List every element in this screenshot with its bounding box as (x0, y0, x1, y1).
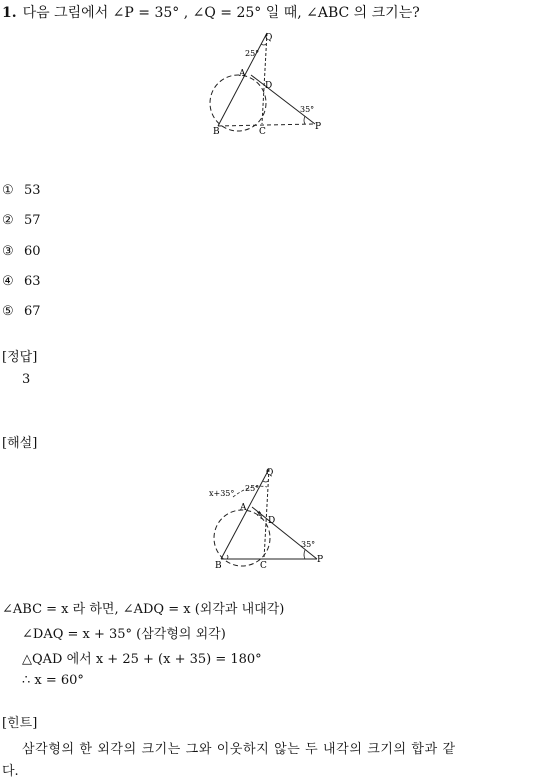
label-B: B (215, 561, 222, 571)
choice-value: 60 (24, 244, 41, 259)
line-AP (252, 507, 317, 559)
answer-value: 3 (22, 372, 31, 387)
label-C: C (260, 561, 267, 571)
label-angle-p: 35° (301, 540, 316, 549)
label-D: D (265, 81, 273, 91)
label-P: P (317, 555, 324, 565)
angle-p-arc (304, 116, 305, 124)
solution-heading: [해설] (2, 436, 38, 451)
choice-value: 57 (24, 213, 41, 228)
label-A: A (239, 69, 246, 79)
label-Q: Q (265, 33, 273, 43)
choice-5[interactable] (2, 304, 41, 319)
question-line (2, 2, 420, 22)
hint-heading: [힌트] (2, 716, 38, 731)
angle-p-arc (304, 550, 305, 559)
label-C: C (259, 127, 266, 137)
angle-b-arc (227, 555, 228, 559)
choice-value: 53 (24, 183, 41, 198)
hint-line-1: 삼각형의 한 외각의 크기는 그와 이웃하지 않는 두 내각의 크기의 합과 같 (22, 742, 456, 757)
label-D: D (268, 516, 276, 526)
label-A: A (240, 503, 247, 513)
choice-value: 63 (24, 274, 41, 289)
question-text: 다음 그림에서 ∠P = 35° , ∠Q = 25° 일 때, ∠ABC 의 크기는? (22, 5, 420, 21)
solution-line-2: ∠DAQ = x + 35° (삼각형의 외각) (22, 627, 226, 642)
solution-line-1: ∠ABC = x 라 하면, ∠ADQ = x (외각과 내대각) (2, 602, 285, 617)
line-QC (262, 33, 267, 124)
solution-line-4: ∴ x = 60° (22, 673, 84, 688)
choice-3[interactable] (2, 244, 41, 259)
angle-q-arc (261, 44, 266, 45)
label-Q: Q (266, 468, 274, 478)
label-P: P (315, 122, 322, 132)
choice-marker: ④ (2, 274, 14, 289)
choice-2[interactable] (2, 213, 41, 228)
line-AP (251, 75, 315, 124)
circle (210, 75, 266, 131)
line-QC (264, 469, 269, 559)
solution-line-3: △QAD 에서 x + 25 + (x + 35) = 180° (22, 652, 262, 667)
choice-marker: ② (2, 213, 14, 228)
hint-line-2: 다. (2, 764, 19, 779)
label-B: B (213, 127, 220, 137)
choice-marker: ③ (2, 244, 14, 259)
figure-1 (205, 28, 335, 140)
question-number: 1. (2, 5, 17, 21)
line-QB (218, 33, 267, 126)
line-QB (221, 469, 269, 559)
label-angle-x: x (257, 510, 261, 518)
choice-4[interactable] (2, 274, 41, 289)
answer-heading: [정답] (2, 350, 38, 365)
line-BP (218, 124, 315, 126)
label-angle-q: 25° (245, 484, 260, 493)
choice-value: 67 (24, 304, 41, 319)
figure-2 (205, 463, 340, 573)
choice-marker: ① (2, 183, 14, 198)
label-angle-ext: x+35° (209, 489, 235, 498)
angle-q-arc (263, 481, 268, 482)
circle (214, 510, 270, 566)
choice-1[interactable] (2, 183, 41, 198)
choice-marker: ⑤ (2, 304, 14, 319)
label-angle-q: 25° (245, 49, 260, 58)
label-angle-p: 35° (300, 105, 315, 114)
